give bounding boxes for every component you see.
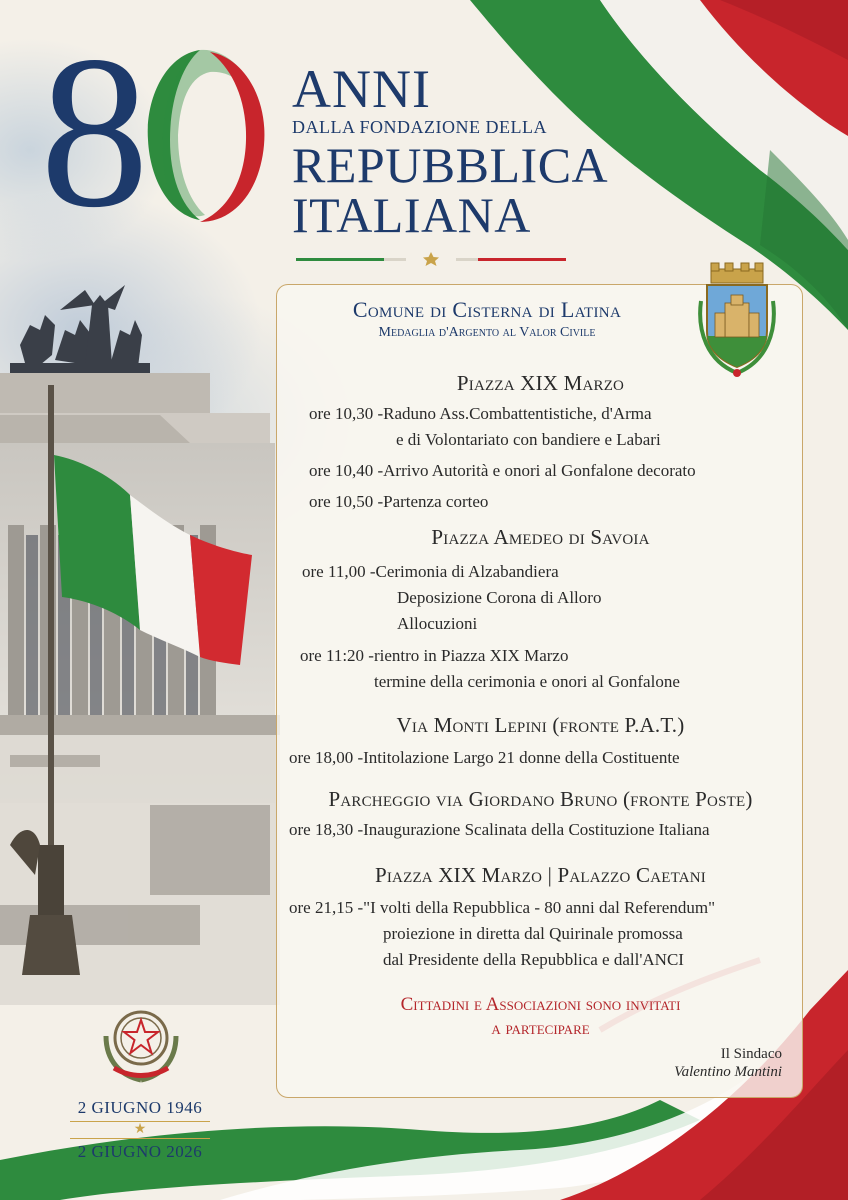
title-block — [292, 59, 609, 243]
event-text: rientro in Piazza XIX Marzo — [373, 646, 569, 665]
event-text: Inaugurazione Scalinata della Costituzione Italiana — [363, 820, 710, 839]
section-piazza-xix-marzo — [277, 371, 804, 396]
event-text: dal Presidente della Repubblica e dall'ANCI — [383, 950, 684, 969]
event-time: ore 10,30 - — [309, 404, 384, 423]
tricolor-divider — [296, 252, 566, 266]
invitation-line-1: Cittadini e Associazioni sono invitati — [400, 994, 681, 1015]
divider — [70, 1138, 210, 1139]
section-via-monti-lepini — [277, 713, 804, 738]
event-text: Intitolazione Largo 21 donne della Costituente — [363, 748, 680, 767]
event-time: ore 18,30 - — [289, 820, 364, 839]
date-1946: 2 GIUGNO 1946 — [77, 1098, 203, 1117]
event-row — [309, 489, 836, 515]
event-row — [289, 745, 816, 771]
event-text: proiezione in diretta dal Quirinale promossa — [383, 924, 683, 943]
section-title: Piazza XIX Marzo | Palazzo Caetani — [374, 863, 707, 887]
section-parcheggio — [277, 787, 804, 812]
event-row — [289, 895, 816, 973]
event-time: ore 10,40 - — [309, 461, 384, 480]
republic-emblem-icon — [96, 996, 186, 1086]
event-time: ore 11:20 - — [300, 646, 374, 665]
event-time: ore 10,50 - — [309, 492, 384, 511]
event-time: ore 21,15 - — [289, 898, 364, 917]
vittoriano-monument — [0, 285, 290, 1005]
mayor-role: Il Sindaco — [720, 1046, 782, 1062]
section-piazza-amedeo — [277, 525, 804, 550]
section-title: Via Monti Lepini (fronte P.A.T.) — [396, 713, 685, 737]
comune-crest-icon — [697, 261, 777, 381]
section-title: Parcheggio via Giordano Bruno (fronte Poste) — [328, 787, 753, 811]
event-text: Deposizione Corona di Alloro — [397, 588, 602, 607]
title-subtitle: DALLA FONDAZIONE DELLA — [292, 117, 547, 137]
mayor-name: Valentino Mantini — [674, 1064, 782, 1080]
program-panel — [276, 284, 803, 1098]
event-row — [289, 817, 816, 843]
event-text: e di Volontariato con bandiere e Labari — [396, 430, 661, 449]
eighty-eight-digit: 8 — [40, 12, 141, 253]
event-row — [300, 643, 827, 695]
event-text: termine della cerimonia e onori al Gonfalone — [374, 672, 680, 691]
comune-name: Comune di Cisterna di Latina — [352, 297, 622, 322]
gold-star-icon — [423, 252, 439, 266]
dates-block — [60, 1097, 220, 1163]
event-text: Raduno Ass.Combattentistiche, d'Arma — [383, 404, 652, 423]
event-row — [309, 458, 836, 484]
section-title: Piazza Amedeo di Savoia — [431, 525, 650, 549]
section-palazzo-caetani — [277, 863, 804, 888]
event-text: Allocuzioni — [397, 614, 478, 633]
eighty-zero-tricolor-brush — [130, 40, 280, 230]
event-time: ore 11,00 - — [302, 562, 376, 581]
event-text: Partenza corteo — [383, 492, 489, 511]
event-text: Cerimonia di Alzabandiera — [375, 562, 559, 581]
invitation-line-2: a partecipare — [491, 1018, 590, 1039]
comune-header — [277, 297, 697, 341]
title-repubblica: REPUBBLICA — [292, 137, 609, 193]
section-title: Piazza XIX Marzo — [456, 371, 625, 395]
event-text: Arrivo Autorità e onori al Gonfalone decorato — [383, 461, 696, 480]
comune-medal: Medaglia d'Argento al Valor Civile — [378, 325, 596, 340]
date-2026: 2 GIUGNO 2026 — [77, 1142, 203, 1161]
event-row — [302, 559, 829, 637]
star-icon: ★ — [133, 1122, 147, 1137]
event-time: ore 18,00 - — [289, 748, 364, 767]
title-italiana: ITALIANA — [292, 187, 531, 243]
event-row — [309, 401, 836, 453]
invitation-text — [277, 993, 804, 1041]
title-anni: ANNI — [292, 59, 431, 119]
event-text: "I volti della Repubblica - 80 anni dal Referendum" — [363, 898, 716, 917]
mayor-signature — [627, 1045, 782, 1081]
